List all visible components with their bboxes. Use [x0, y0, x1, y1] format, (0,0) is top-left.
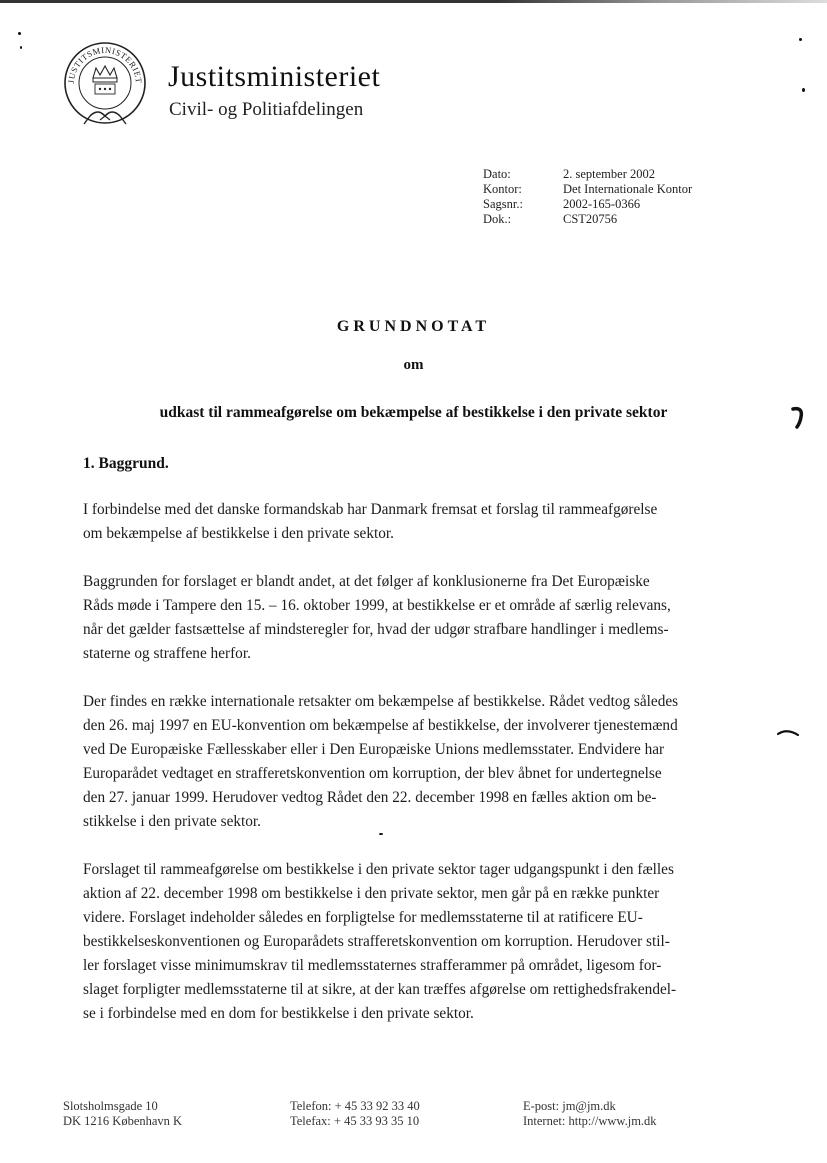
paragraph-line: den 26. maj 1997 en EU-konvention om bekæmpelse af bestikkelse, der involverer tjenestemænd: [83, 717, 678, 734]
svg-text:JUSTITSMINISTERIET: JUSTITSMINISTERIET: [65, 44, 145, 84]
meta-row-date: [483, 167, 692, 182]
scan-speck: [18, 32, 21, 35]
paragraph: [83, 690, 753, 834]
document-subtitle: udkast til rammeafgørelse om bekæmpelse af bestikkelse i den private sektor: [159, 404, 668, 421]
paragraph-line: ler forslaget visse minimumskrav til medlemsstaternes strafferammer på området, ligesom for-: [83, 957, 662, 974]
paragraph-line: Europarådet vedtaget en strafferetskonvention om korruption, der blev åbnet for undertegnelse: [83, 765, 662, 782]
scan-mark-icon: [777, 724, 799, 734]
footer-fax-line: Telefax: + 45 33 93 35 10: [290, 1114, 420, 1128]
paragraph-line: om bekæmpelse af bestikkelse i den private sektor.: [83, 525, 394, 542]
paragraph-line: Baggrunden for forslaget er blandt andet, at det følger af konklusionerne fra Det Europæiske: [83, 573, 650, 590]
paragraph-line: stikkelse i den private sektor.: [83, 813, 261, 830]
paragraph-line: når det gælder fastsættelse af mindsteregler for, hvad der udgør strafbare handlinger i medlems-: [83, 621, 669, 638]
meta-label: Dato:: [483, 167, 511, 181]
meta-value: Det Internationale Kontor: [563, 182, 693, 196]
paragraph-line: se i forbindelse med en dom for bestikkelse i den private sektor.: [83, 1005, 474, 1022]
meta-label: Kontor:: [483, 182, 522, 196]
paragraph-line: bestikkelseskonventionen og Europarådets strafferetskonvention om korruption. Herudover stil-: [83, 933, 670, 950]
paragraph-line: ved De Europæiske Fællesskaber eller i Den Europæiske Unions medlemsstater. Endvidere har: [83, 741, 665, 758]
paragraph: [83, 858, 753, 1026]
scan-speck: [379, 833, 383, 835]
footer-email-line: E-post: jm@jm.dk: [523, 1099, 616, 1113]
footer-internet-line: Internet: http://www.jm.dk: [523, 1114, 657, 1128]
section-heading: 1. Baggrund.: [83, 455, 169, 472]
paragraph-line: aktion af 22. december 1998 om bestikkelse i den private sektor, men går på en række punkter: [83, 885, 660, 902]
footer-address-line: Slotsholmsgade 10: [63, 1099, 158, 1113]
paragraph-line: Der findes en række internationale retsakter om bekæmpelse af bestikkelse. Rådet vedtog således: [83, 693, 679, 710]
scan-speck: [799, 38, 802, 41]
footer-address: [63, 1099, 182, 1129]
footer-phone: [290, 1099, 420, 1129]
document-metadata: [483, 167, 692, 227]
paragraph-line: staterne og straffene herfor.: [83, 645, 251, 662]
department-name: Civil- og Politiafdelingen: [169, 99, 364, 120]
scan-speck: [20, 46, 22, 49]
ministry-seal-icon: [60, 38, 150, 128]
organization-name: Justitsministeriet: [168, 60, 381, 93]
meta-row-case-number: [483, 197, 692, 212]
footer-contact: [523, 1099, 657, 1129]
scan-mark-icon: [791, 405, 805, 429]
meta-label: Sagsnr.:: [483, 197, 523, 211]
paragraph: [83, 570, 753, 666]
meta-value: CST20756: [563, 212, 618, 226]
paragraph-line: den 27. januar 1999. Herudover vedtog Rådet den 22. december 1998 en fælles aktion om be-: [83, 789, 657, 806]
footer-address-line: DK 1216 København K: [63, 1114, 183, 1128]
scan-speck: [802, 88, 805, 92]
meta-label: Dok.:: [483, 212, 512, 226]
paragraph-line: Forslaget til rammeafgørelse om bestikkelse i den private sektor tager udgangspunkt i den fælles: [83, 861, 674, 878]
paragraph: [83, 498, 753, 546]
scan-top-border: [0, 0, 827, 3]
paragraph-line: I forbindelse med det danske formandskab har Danmark fremsat et forslag til rammeafgørelse: [83, 501, 658, 518]
meta-row-office: [483, 182, 692, 197]
meta-row-document: [483, 212, 692, 227]
document-title: GRUNDNOTAT: [336, 318, 491, 335]
paragraph-line: Råds møde i Tampere den 15. – 16. oktober 1999, at bestikkelse er et område af særlig relevans,: [83, 597, 671, 614]
paragraph-line: slaget forpligter medlemsstaterne til at sikre, at der kan træffes afgørelse om rettighedsfrakendel-: [83, 981, 677, 998]
footer-phone-line: Telefon: + 45 33 92 33 40: [290, 1099, 420, 1113]
meta-value: 2. september 2002: [563, 167, 655, 181]
title-connector: om: [403, 357, 424, 373]
paragraph-line: videre. Forslaget indeholder således en forpligtelse for medlemsstaterne til at ratificere EU-: [83, 909, 643, 926]
meta-value: 2002-165-0366: [563, 197, 641, 211]
